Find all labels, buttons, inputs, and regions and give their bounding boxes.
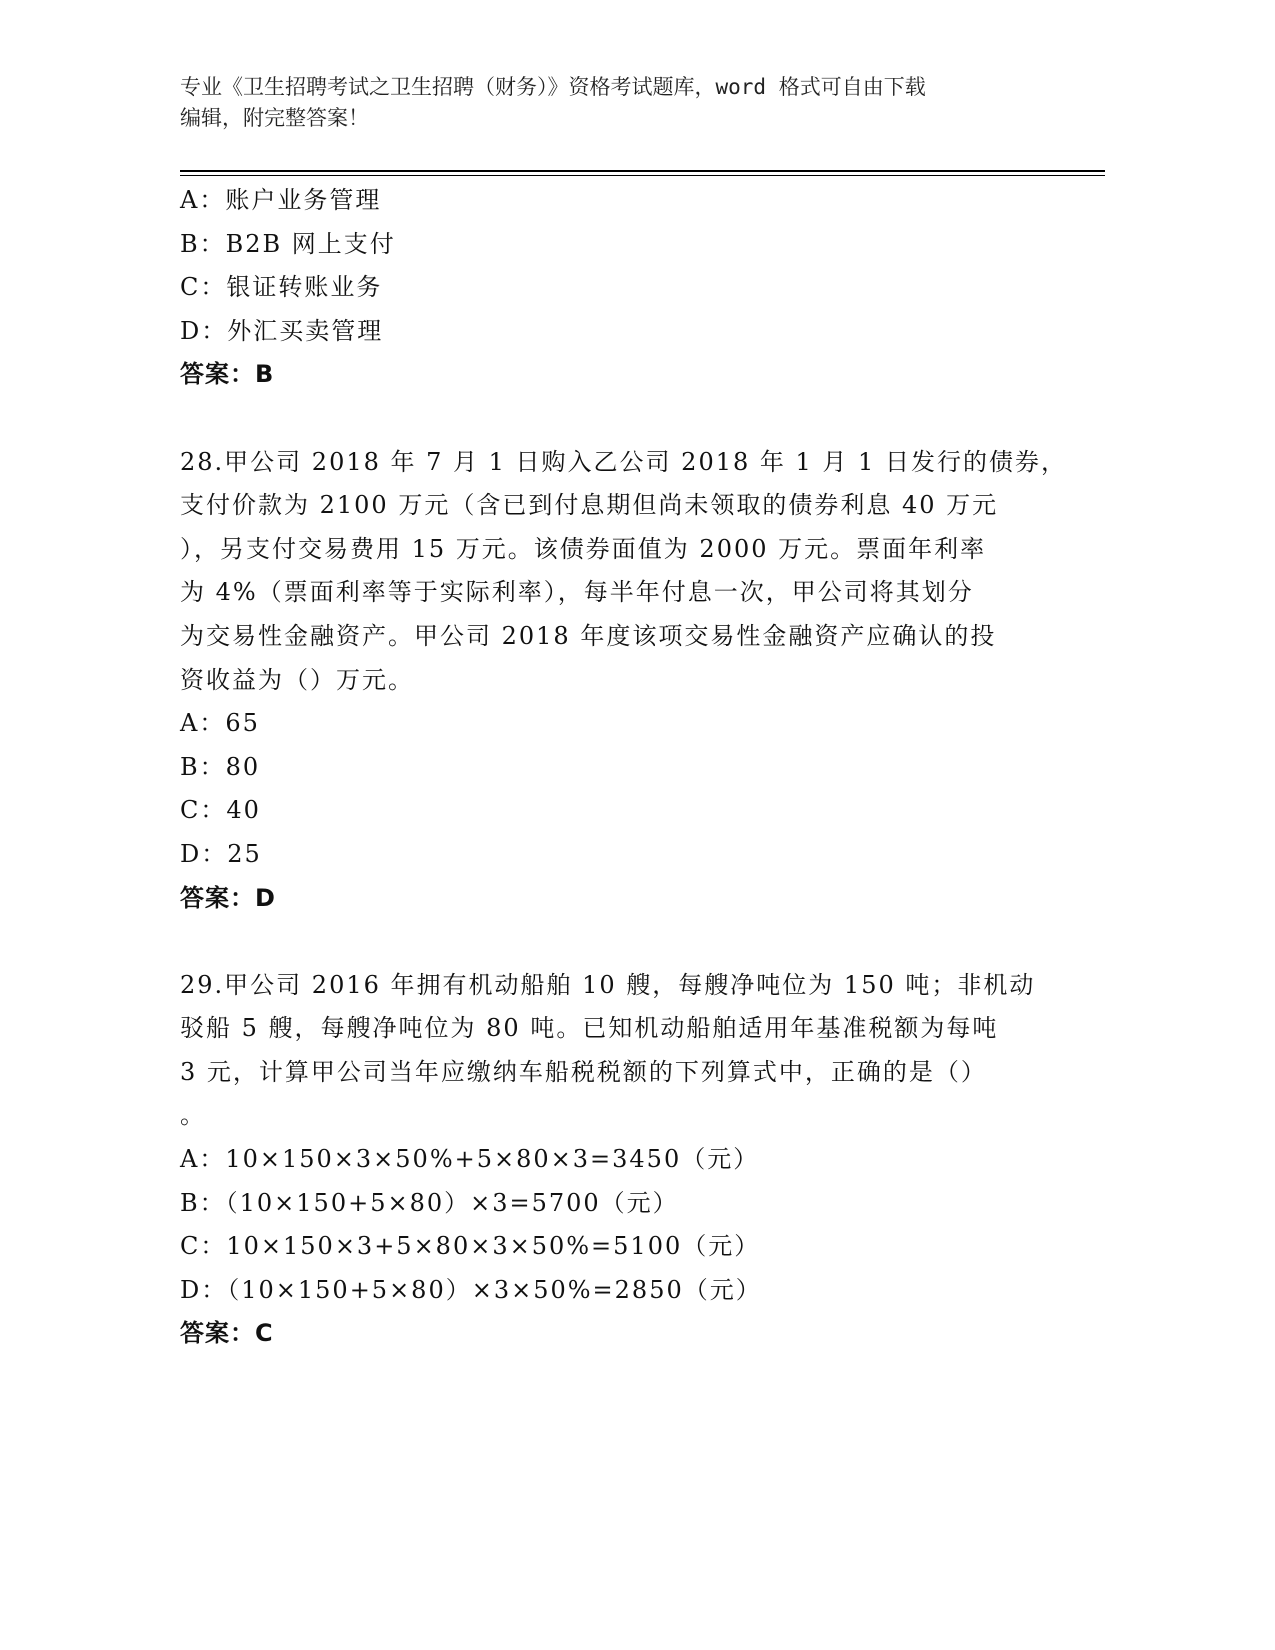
header-line: 编辑，附完整答案！ [180,106,369,130]
question-stem-line: 资收益为（）万元。 [180,665,414,694]
document-header [180,72,1040,134]
option-c: C：银证转账业务 [180,273,383,302]
question-stem-line: 为 4%（票面利率等于实际利率），每半年付息一次，甲公司将其划分 [180,578,974,607]
answer: 答案：C [180,1319,274,1348]
header-divider-thin [180,175,1105,176]
question-list [180,179,1067,1356]
question-stem-line: 28.甲公司 2018 年 7 月 1 日购入乙公司 2018 年 1 月 1 日发行的债券， [180,447,1067,476]
option-a: A：账户业务管理 [180,186,382,214]
question-stem-line: 支付价款为 2100 万元（含已到付息期但尚未领取的债券利息 40 万元 [180,491,999,520]
option-c: C：10×150×3+5×80×3×50%=5100（元） [180,1232,761,1261]
option-a: A：10×150×3×50%+5×80×3=3450（元） [180,1145,760,1174]
header-divider [180,170,1105,172]
option-a: A：65 [180,709,260,738]
question-stem-line: ），另支付交易费用 15 万元。该债券面值为 2000 万元。票面年利率 [180,534,987,563]
option-b: B：（10×150+5×80）×3=5700（元） [180,1188,679,1217]
question-stem-line: 。 [180,1101,206,1130]
question-stem-line: 29.甲公司 2016 年拥有机动船舶 10 艘，每艘净吨位为 150 吨；非机动 [180,970,1036,999]
option-c: C：40 [180,796,261,825]
option-d: D：25 [180,839,262,868]
option-b: B：80 [180,752,261,781]
question-28 [180,441,1067,921]
answer: 答案：B [180,360,275,389]
question-stem-line: 为交易性金融资产。甲公司 2018 年度该项交易性金融资产应确认的投 [180,621,997,650]
option-d: D：（10×150+5×80）×3×50%=2850（元） [180,1275,762,1304]
question-stem-line: 3 元，计算甲公司当年应缴纳车船税税额的下列算式中，正确的是（） [180,1057,987,1086]
answer: 答案：D [180,883,276,912]
question-29 [180,964,1040,1356]
option-b: B：B2B 网上支付 [180,229,396,258]
option-d: D：外汇买卖管理 [180,316,384,345]
header-line: 专业《卫生招聘考试之卫生招聘（财务）》资格考试题库，word 格式可自由下载 [180,75,926,99]
question-stem-line: 驳船 5 艘，每艘净吨位为 80 吨。已知机动船舶适用年基准税额为每吨 [180,1014,999,1043]
question-27 [180,179,1040,397]
